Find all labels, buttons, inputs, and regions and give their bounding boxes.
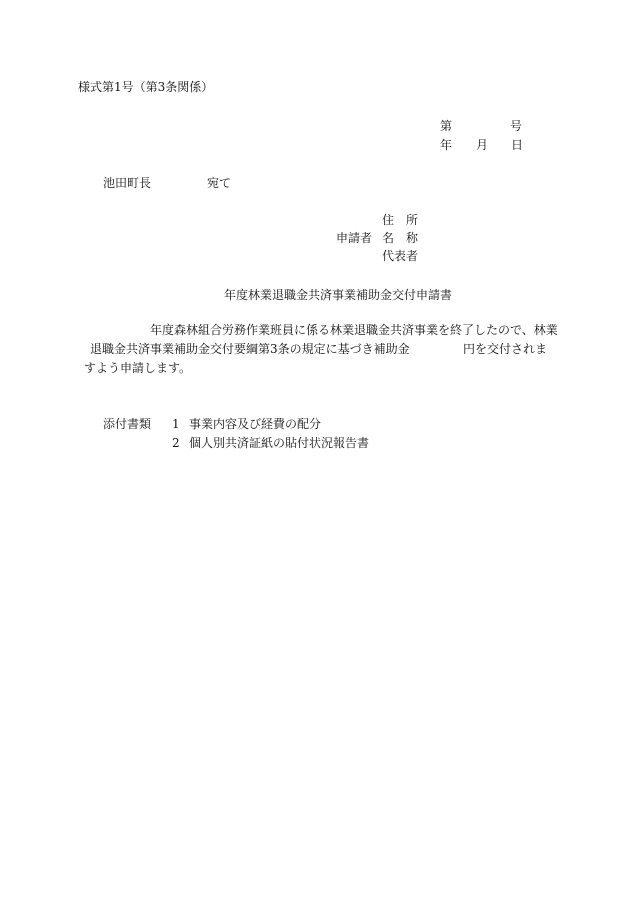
- attachment-1-text: 事業内容及び経費の配分: [189, 417, 322, 431]
- body-line-3: すよう申請します。: [84, 361, 192, 375]
- number-dai: 第: [440, 119, 453, 133]
- body-line-1: 年度森林組合労務作業班員に係る林業退職金共済事業を終了したので、林業: [150, 323, 558, 337]
- document-title: 年度林業退職金共済事業補助金交付申請書: [224, 288, 453, 302]
- applicant-address-label: 住 所: [382, 213, 419, 227]
- body-line-2b: 円を交付されま: [463, 342, 548, 356]
- attachment-1-no: 1: [172, 417, 180, 431]
- applicant-representative-label: 代表者: [382, 249, 419, 263]
- date-nen: 年: [440, 138, 453, 152]
- addressee-name: 池田町長: [103, 176, 152, 190]
- number-gou: 号: [510, 119, 523, 133]
- attachments-label: 添付書類: [103, 417, 152, 431]
- date-hi: 日: [511, 138, 524, 152]
- attachment-2-text: 個人別共済証紙の貼付状況報告書: [189, 436, 370, 450]
- applicant-label: 申請者: [336, 231, 373, 245]
- addressee-suffix: 宛て: [207, 176, 232, 190]
- attachment-2-no: 2: [172, 436, 180, 450]
- applicant-name-label: 名 称: [382, 231, 419, 245]
- form-label: 様式第1号（第3条関係）: [78, 80, 214, 94]
- date-tsuki: 月: [476, 138, 489, 152]
- body-line-2a: 退職金共済事業補助金交付要綱第3条の規定に基づき補助金: [90, 342, 410, 356]
